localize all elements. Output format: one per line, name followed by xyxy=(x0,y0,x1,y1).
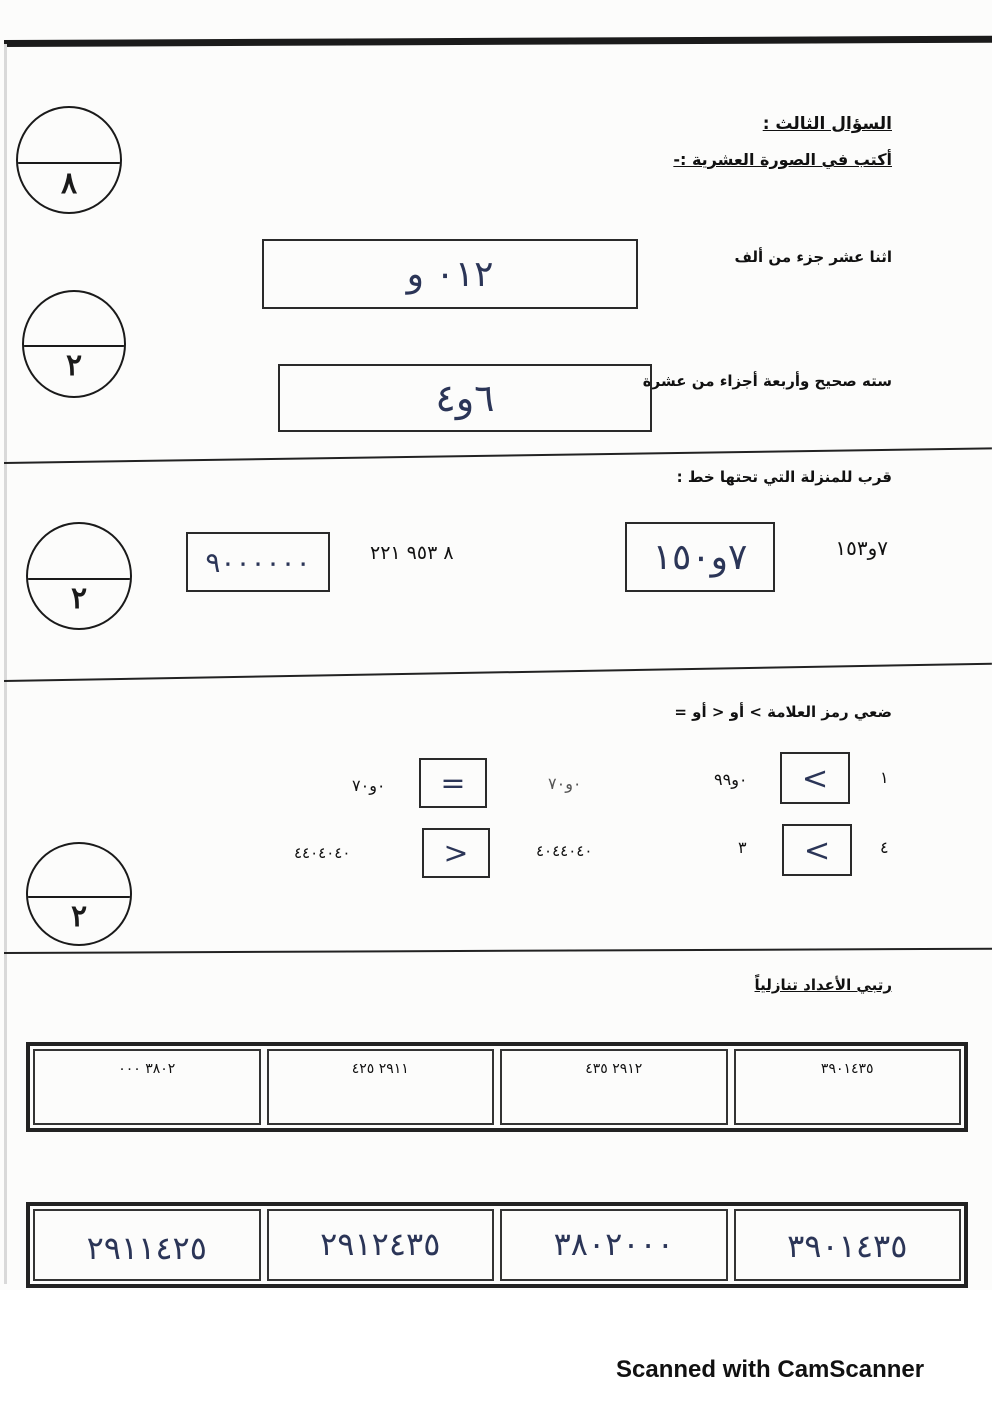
score-q3-part: ٢ xyxy=(65,348,83,383)
divider-1 xyxy=(4,447,992,464)
compare-row2-mid-value: ٤٠٤٤٠٤٠ xyxy=(536,842,593,860)
left-rule xyxy=(4,44,7,1284)
compare-row2-number: ٤ xyxy=(880,838,889,857)
score-circle-q3 xyxy=(16,106,122,214)
compare-row1-mid-value: ٠و٧٠ xyxy=(548,774,582,793)
given-value: ٣٨٠٢ ٠٠٠ xyxy=(118,1061,176,1077)
rounding-answer-left: ٩٠٠٠٠٠٠ xyxy=(205,545,311,579)
compare-row2-right-symbol: < xyxy=(803,831,831,869)
score-q3: ٨ xyxy=(60,166,78,201)
compare-row1-right-value: ٠و٩٩ xyxy=(714,770,748,789)
given-cell xyxy=(500,1049,728,1125)
rounding-instruction: قرب للمنزلة التي تحتها خط : xyxy=(676,468,892,486)
rounding-answer-left-box[interactable] xyxy=(186,532,330,592)
compare-row2-mid-box[interactable] xyxy=(422,828,490,878)
scanner-watermark: Scanned with CamScanner xyxy=(616,1356,925,1383)
answer-value: ٢٩١١٤٢٥ xyxy=(86,1229,207,1267)
answer-cell[interactable] xyxy=(500,1209,728,1281)
given-cell xyxy=(33,1049,261,1125)
score-circle-rounding xyxy=(26,522,132,630)
answer-value: ٣٨٠٢٠٠٠ xyxy=(553,1225,674,1263)
top-rule xyxy=(4,36,992,47)
ordering-instruction: رتبي الأعداد تنازلياً xyxy=(754,976,892,994)
score-circle-q3-part xyxy=(22,290,126,398)
item1-answer: ٠١٢ و xyxy=(406,253,494,295)
compare-row2-left-value: ٤٤٠٤٠٤٠ xyxy=(294,844,351,862)
score-rounding: ٢ xyxy=(70,581,88,616)
given-cell xyxy=(267,1049,495,1125)
compare-row2-right-value: ٣ xyxy=(738,838,747,857)
answer-cell[interactable] xyxy=(267,1209,495,1281)
question-title: السؤال الثالث : xyxy=(762,114,892,134)
item2-answer-box[interactable] xyxy=(278,364,652,432)
compare-row1-mid-box[interactable] xyxy=(419,758,487,808)
item2-label: سته صحيح وأربعة أجزاء من عشرة xyxy=(642,372,892,390)
item2-answer: ٦و٤ xyxy=(435,376,495,420)
answer-cell[interactable] xyxy=(33,1209,261,1281)
given-cell xyxy=(734,1049,962,1125)
compare-row1-number: ١ xyxy=(880,768,889,787)
compare-row2-right-box[interactable] xyxy=(782,824,852,876)
score-compare: ٢ xyxy=(70,899,88,934)
compare-row1-mid-symbol: = xyxy=(440,765,466,801)
answer-value: ٣٩٠١٤٣٥ xyxy=(787,1227,908,1265)
rounding-answer-right-box[interactable] xyxy=(625,522,775,592)
answer-cell[interactable] xyxy=(734,1209,962,1281)
compare-instruction: ضعي رمز العلامة > أو < أو = xyxy=(674,703,892,721)
rounding-item-right: ٧و١٥٣ xyxy=(835,536,888,560)
item1-answer-box[interactable] xyxy=(262,239,638,309)
compare-row1-left-value: ٠و٧٠ xyxy=(352,776,386,795)
rounding-answer-right: ٧و١٥٠ xyxy=(652,536,748,578)
rounding-item-left: ٨ ٩٥٣ ٢٢١ xyxy=(370,542,454,564)
given-numbers-table xyxy=(26,1042,968,1132)
score-circle-compare xyxy=(26,842,132,946)
compare-row2-mid-symbol: > xyxy=(443,835,469,871)
given-value: ٢٩١٢ ٤٣٥ xyxy=(585,1061,643,1077)
answer-value: ٢٩١٢٤٣٥ xyxy=(320,1225,441,1263)
compare-row1-right-symbol: < xyxy=(801,759,829,797)
given-value: ٣٩٠١٤٣٥ xyxy=(820,1061,874,1077)
divider-3 xyxy=(4,948,992,954)
compare-row1-right-box[interactable] xyxy=(780,752,850,804)
divider-2 xyxy=(4,663,992,682)
given-value: ٢٩١١ ٤٢٥ xyxy=(351,1061,409,1077)
question-instruction: أكتب في الصورة العشرية :- xyxy=(673,150,892,169)
item1-label: اثنا عشر جزء من ألف xyxy=(734,248,892,266)
answer-numbers-table[interactable] xyxy=(26,1202,968,1288)
